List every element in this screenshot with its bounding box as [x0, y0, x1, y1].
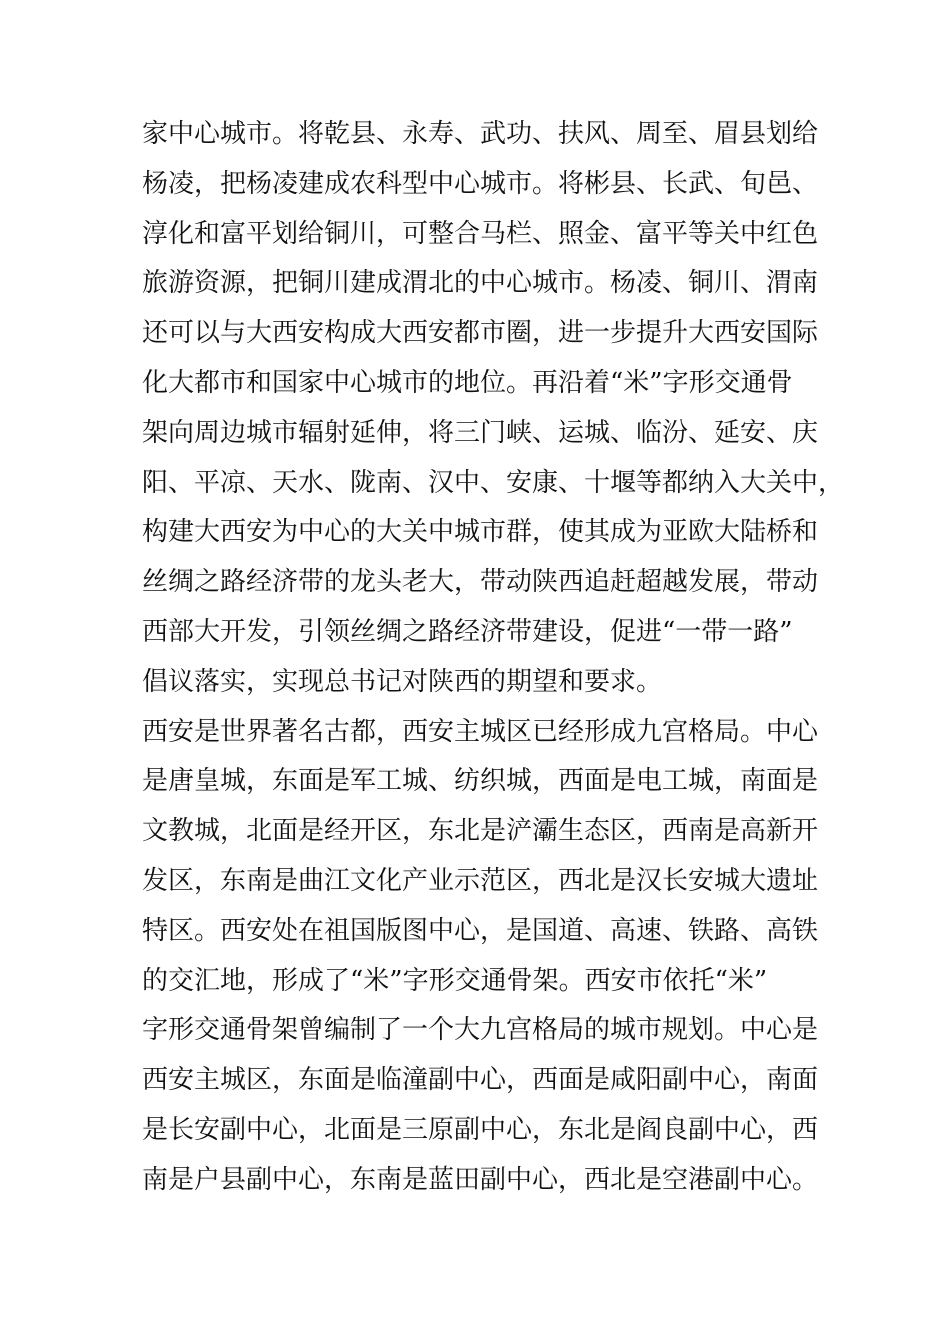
text-line: 是唐皇城，东面是军工城、纺织城，西面是电工城，南面是: [142, 766, 819, 797]
text-line: 倡议落实，实现总书记对陕西的期望和要求。: [142, 666, 663, 697]
text-line: 发区，东南是曲江文化产业示范区，西北是汉长安城大遗址: [142, 865, 819, 896]
text-line: 淳化和富平划给铜川，可整合马栏、照金、富平等关中红色: [142, 218, 819, 249]
paragraph-1: [142, 110, 845, 708]
text-line: 杨凌，把杨凌建成农科型中心城市。将彬县、长武、旬邑、: [142, 168, 819, 199]
text-line: 丝绸之路经济带的龙头老大，带动陕西追赶超越发展，带动: [142, 567, 819, 598]
text-line: 阳、平凉、天水、陇南、汉中、安康、十堰等都纳入大关中，: [142, 467, 845, 498]
text-line: 文教城，北面是经开区，东北是浐灞生态区，西南是高新开: [142, 816, 819, 847]
text-line: 构建大西安为中心的大关中城市群，使其成为亚欧大陆桥和: [142, 517, 819, 548]
text-line: 架向周边城市辐射延伸，将三门峡、运城、临汾、延安、庆: [142, 417, 819, 448]
text-line: 字形交通骨架曾编制了一个大九宫格局的城市规划。中心是: [142, 1015, 819, 1046]
text-line: 西部大开发，引领丝绸之路经济带建设，促进“一带一路”: [142, 616, 793, 647]
text-line: 是长安副中心，北面是三原副中心，东北是阎良副中心，西: [142, 1114, 819, 1145]
text-line: 家中心城市。将乾县、永寿、武功、扶风、周至、眉县划给: [142, 119, 819, 149]
text-line: 的交汇地，形成了“米”字形交通骨架。西安市依托“米”: [142, 965, 768, 996]
text-line: 西安是世界著名古都，西安主城区已经形成九宫格局。中心: [142, 716, 819, 747]
text-line: 南是户县副中心，东南是蓝田副中心，西北是空港副中心。: [142, 1164, 819, 1195]
text-line: 还可以与大西安构成大西安都市圈，进一步提升大西安国际: [142, 318, 819, 349]
text-line: 旅游资源，把铜川建成渭北的中心城市。杨凌、铜川、渭南: [142, 268, 819, 299]
paragraph-2: [142, 708, 819, 1206]
document-page: [142, 110, 845, 1206]
text-line: 化大都市和国家中心城市的地位。再沿着“米”字形交通骨: [142, 367, 793, 398]
text-line: 特区。西安处在祖国版图中心，是国道、高速、铁路、高铁: [142, 915, 819, 946]
text-line: 西安主城区，东面是临潼副中心，西面是咸阳副中心，南面: [142, 1065, 819, 1096]
